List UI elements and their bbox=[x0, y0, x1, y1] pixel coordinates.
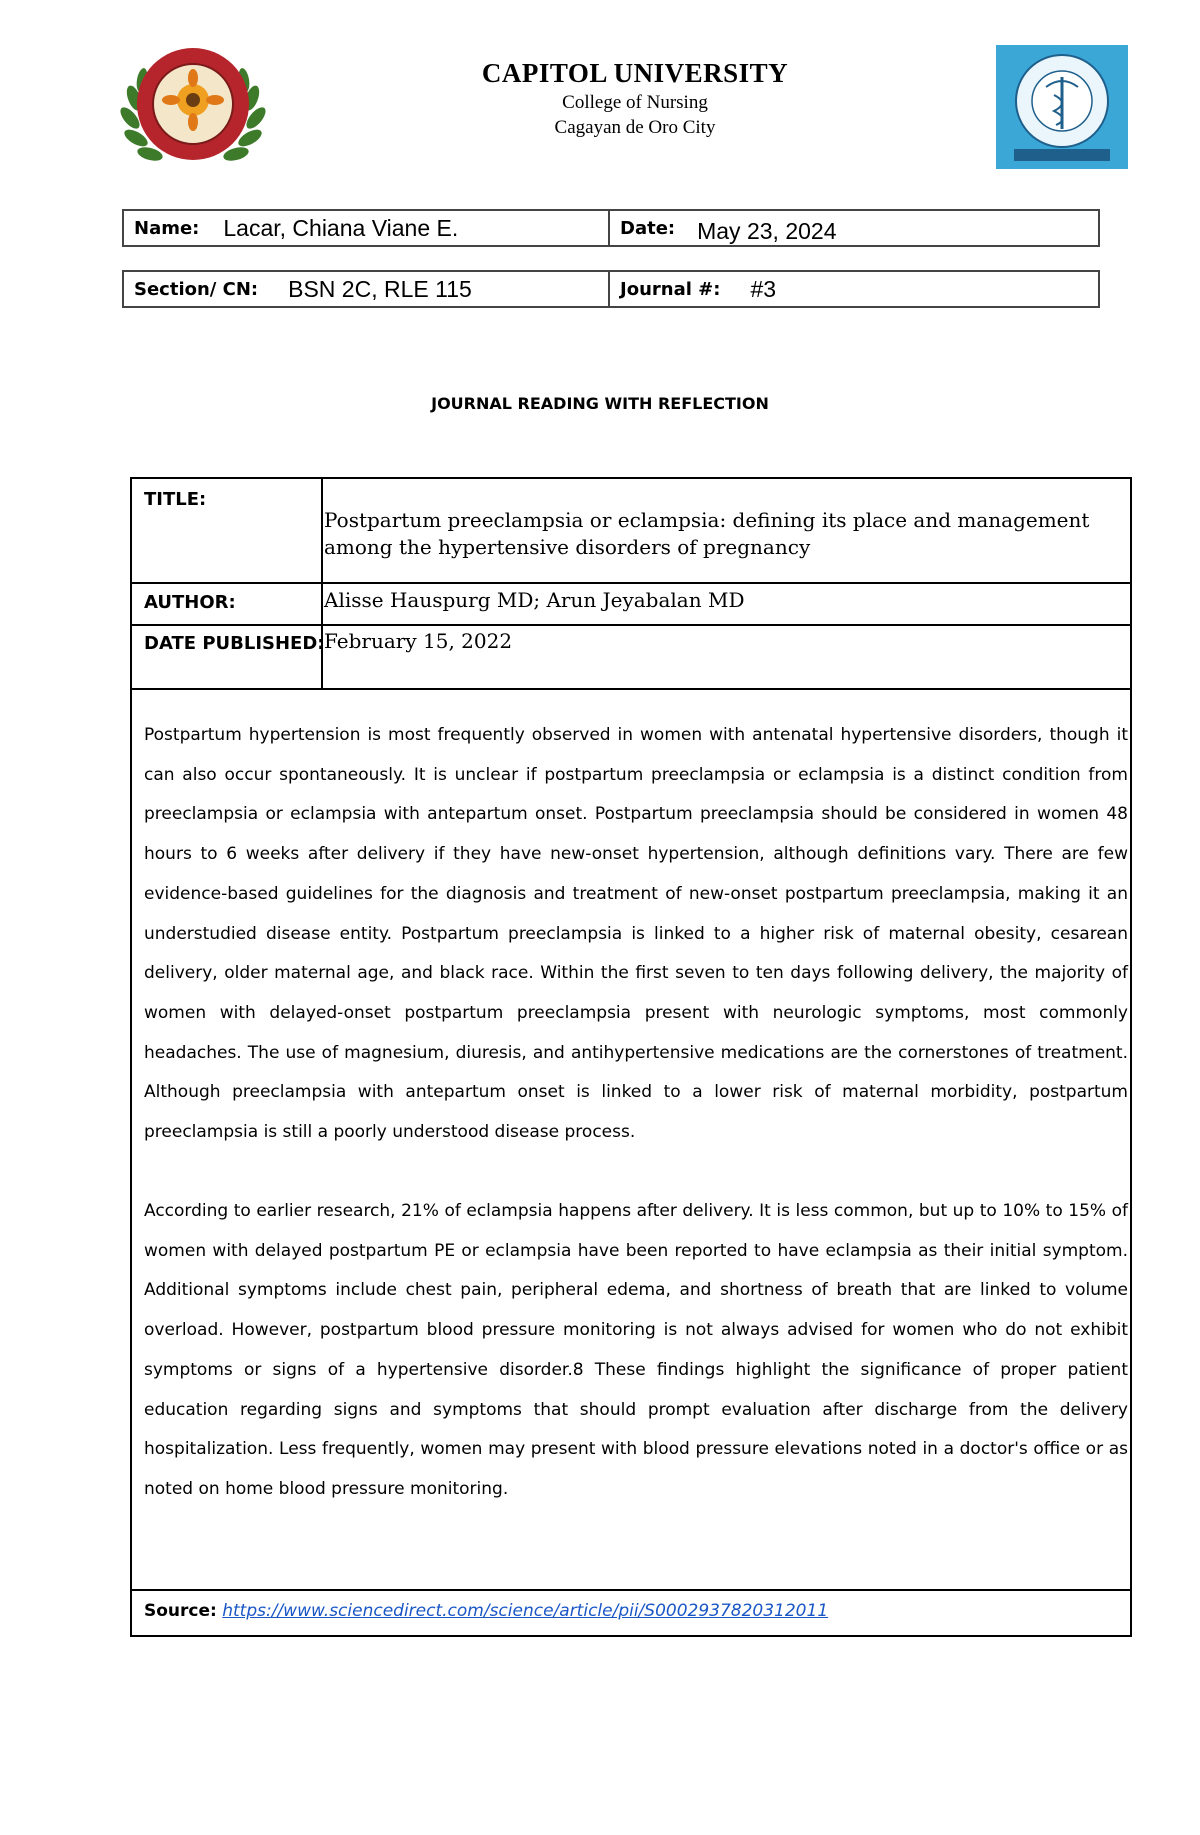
college-name: College of Nursing bbox=[562, 92, 708, 113]
row-divider-title bbox=[132, 582, 1130, 584]
journal-value: #3 bbox=[750, 275, 777, 302]
date-published-label: DATE PUBLISHED: bbox=[144, 633, 325, 654]
name-cell bbox=[122, 209, 610, 247]
section-value: BSN 2C, RLE 115 bbox=[288, 275, 472, 302]
info-row-section-journal bbox=[122, 270, 1100, 308]
title-label: TITLE: bbox=[144, 489, 207, 510]
journal-table bbox=[130, 477, 1132, 1637]
date-value: May 23, 2024 bbox=[697, 217, 837, 244]
row-divider-date bbox=[132, 688, 1130, 690]
city-name: Cagayan de Oro City bbox=[554, 117, 716, 138]
college-of-nursing-seal bbox=[996, 45, 1128, 169]
section-cell bbox=[122, 270, 610, 308]
date-published-value: February 15, 2022 bbox=[324, 629, 513, 653]
title-value: Postpartum preeclampsia or eclampsia: defining its place and management among the hypertensive disorders of pregnancy bbox=[324, 508, 1090, 559]
label-column-divider bbox=[321, 479, 323, 690]
journal-label: Journal #: bbox=[620, 278, 721, 300]
date-cell bbox=[608, 209, 1100, 247]
row-divider-source bbox=[132, 1589, 1130, 1591]
journal-cell bbox=[608, 270, 1100, 308]
reflection-paragraph-2: According to earlier research, 21% of eclampsia happens after delivery. It is less common, but up to 10% to 15% of women with delayed postpartum PE or eclampsia have been reported to have eclampsia as their initial symptom. Additional symptoms include chest pain, peripheral edema, and shortness of breath that are linked to volume overload. However, postpartum blood pressure monitoring is not always advised for women who do not exhibit symptoms or signs of a hypertensive disorder.8 These findings highlight the significance of proper patient education regarding signs and symptoms that should prompt evaluation after discharge from the delivery hospitalization. Less frequently, women may present with blood pressure elevations noted in a doctor's office or as noted on home blood pressure monitoring. bbox=[144, 1201, 1128, 1499]
name-value: Lacar, Chiana Viane E. bbox=[223, 214, 459, 241]
reflection-paragraph-1: Postpartum hypertension is most frequently observed in women with antenatal hypertensive disorders, though it can also occur spontaneously. It is unclear if postpartum preeclampsia or eclampsia is a distinct condition from preeclampsia or eclampsia with antepartum onset. Postpartum preeclampsia should be considered in women 48 hours to 6 weeks after delivery if they have new-onset hypertension, although definitions vary. There are few evidence-based guidelines for the diagnosis and treatment of new-onset postpartum preeclampsia, making it an understudied disease entity. Postpartum preeclampsia is linked to a higher risk of maternal obesity, cesarean delivery, older maternal age, and black race. Within the first seven to ten days following delivery, the majority of women with delayed-onset postpartum preeclampsia present with neurologic symptoms, most commonly headaches. The use of magnesium, diuresis, and antihypertensive medications are the cornerstones of treatment. Although preeclampsia with antepartum onset is linked to a lower risk of maternal morbidity, postpartum preeclampsia is still a poorly understood disease process. bbox=[144, 725, 1128, 1143]
author-value: Alisse Hauspurg MD; Arun Jeyabalan MD bbox=[324, 588, 745, 612]
section-label: Section/ CN: bbox=[134, 278, 259, 300]
row-divider-author bbox=[132, 624, 1130, 626]
journal-heading: JOURNAL READING WITH REFLECTION bbox=[431, 394, 769, 413]
author-label: AUTHOR: bbox=[144, 592, 236, 613]
university-name: CAPITOL UNIVERSITY bbox=[481, 58, 789, 88]
name-label: Name: bbox=[134, 217, 200, 239]
capitol-university-seal bbox=[112, 38, 274, 174]
info-row-name-date bbox=[122, 209, 1100, 247]
date-label: Date: bbox=[620, 217, 676, 239]
source-label: Source: bbox=[144, 1601, 217, 1621]
source-line bbox=[144, 1601, 828, 1621]
source-link[interactable]: https://www.sciencedirect.com/science/article/pii/S0002937820312011 bbox=[222, 1601, 829, 1621]
